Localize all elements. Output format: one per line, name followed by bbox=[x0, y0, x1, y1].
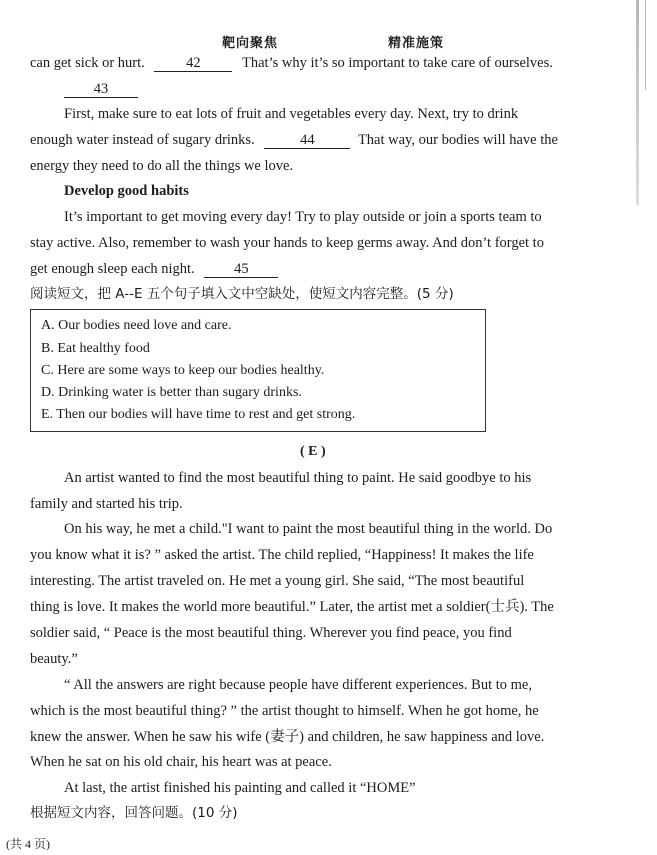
passage-line: thing is love. It makes the world more beautiful.” Later, the artist met a soldier(士兵). The bbox=[30, 599, 554, 615]
passage-line: can get sick or hurt. 42 That’s why it’s so important to take care of ourselves. bbox=[30, 55, 553, 71]
passage-line: When he sat on his old chair, his heart was at peace. bbox=[30, 754, 332, 770]
options-box bbox=[30, 309, 486, 432]
passage-line: family and started his trip. bbox=[30, 496, 183, 512]
passage-line: “ All the answers are right because people have different experiences. But to me, bbox=[64, 677, 532, 693]
passage-line: interesting. The artist traveled on. He met a young girl. She said, “The most beautiful bbox=[30, 573, 525, 589]
blank-43: 43 bbox=[64, 81, 138, 98]
passage-line: beauty.” bbox=[30, 651, 78, 667]
option-b: B. Eat healthy food bbox=[41, 341, 150, 356]
passage-line: It’s important to get moving every day! Try to play outside or join a sports team to bbox=[64, 209, 542, 225]
header-left: 靶向聚焦 bbox=[222, 35, 279, 50]
passage-line: enough water instead of sugary drinks. 44 That way, our bodies will have the bbox=[30, 132, 558, 148]
scan-edge-mark bbox=[636, 0, 639, 205]
passage-line: you know what it is? ” asked the artist. The child replied, “Happiness! It makes the life bbox=[30, 547, 534, 563]
section-heading: Develop good habits bbox=[64, 183, 189, 199]
option-c: C. Here are some ways to keep our bodies healthy. bbox=[41, 363, 325, 378]
option-e: E. Then our bodies will have time to rest and get strong. bbox=[41, 407, 356, 422]
passage-line: An artist wanted to find the most beautiful thing to paint. He said goodbye to his bbox=[64, 470, 532, 486]
blank-42: 42 bbox=[154, 55, 232, 72]
passage-line: knew the answer. When he saw his wife (妻子) and children, he saw happiness and love. bbox=[30, 729, 545, 745]
question-instruction: 阅读短文，把 A--E 五个句子填入文中空缺处，使短文内容完整。(5 分) bbox=[30, 286, 454, 302]
passage-line: which is the most beautiful thing? ” the artist thought to himself. When he got home, he bbox=[30, 703, 539, 719]
passage-line: At last, the artist finished his painting and called it “HOME” bbox=[64, 780, 416, 796]
page-footer: (共 4 页) bbox=[6, 837, 50, 851]
question-instruction: 根据短文内容，回答问题。(10 分) bbox=[30, 805, 238, 821]
scan-edge-line bbox=[645, 0, 646, 90]
passage-line: First, make sure to eat lots of fruit and vegetables every day. Next, try to drink bbox=[64, 106, 519, 122]
passage-line: On his way, he met a child."I want to paint the most beautiful thing in the world. Do bbox=[64, 521, 553, 537]
blank-45: 45 bbox=[204, 261, 278, 278]
option-d: D. Drinking water is better than sugary drinks. bbox=[41, 385, 302, 400]
blank-44: 44 bbox=[264, 132, 350, 149]
passage-line: soldier said, “ Peace is the most beautiful thing. Wherever you find peace, you find bbox=[30, 625, 512, 641]
option-a: A. Our bodies need love and care. bbox=[41, 318, 232, 333]
passage-line: energy they need to do all the things we love. bbox=[30, 158, 294, 174]
header-right: 精准施策 bbox=[388, 35, 445, 50]
passage-line: get enough sleep each night. 45 bbox=[30, 260, 278, 278]
section-title: ( E ) bbox=[300, 444, 326, 459]
passage-line bbox=[64, 80, 138, 98]
passage-line: stay active. Also, remember to wash your hands to keep germs away. And don’t forget to bbox=[30, 235, 544, 251]
